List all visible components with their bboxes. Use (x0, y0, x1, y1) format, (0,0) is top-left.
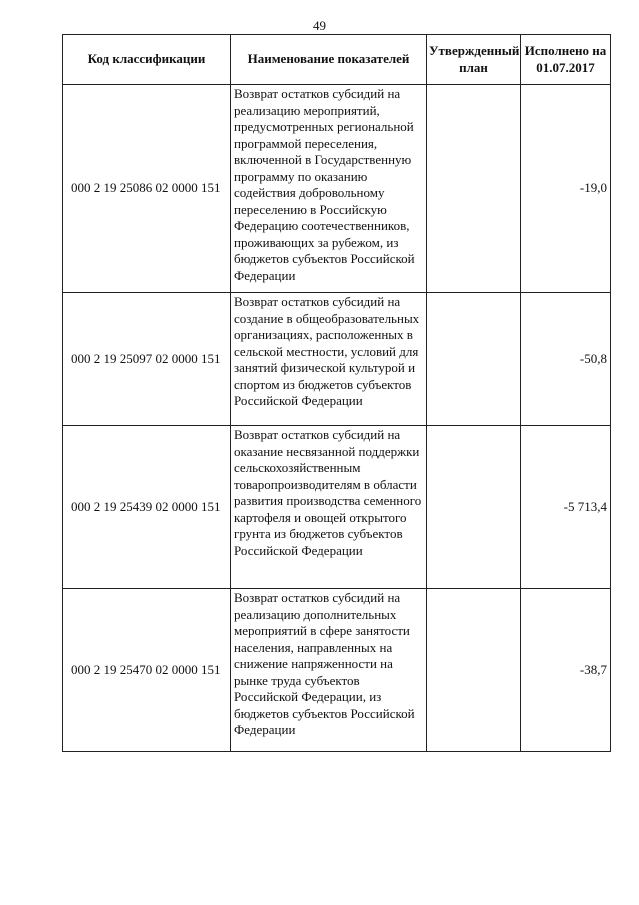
row-name: Возврат остатков субсидий на реализацию дополнительных мероприятий в сфере занятости населения, направленных на снижение напряженности на рынке труда субъектов Российской Федерации, из бюджетов субъектов Российской Федерации (231, 589, 427, 752)
row-name: Возврат остатков субсидий на реализацию мероприятий, предусмотренных региональной программой переселения, включенной в Государственную программу по оказанию содействия добровольному переселению в Российскую Федерацию соотечественников, проживающих за рубежом, из бюджетов субъектов Российской Федерации (231, 85, 427, 293)
table-row (63, 589, 611, 752)
header-code: Код классификации (63, 35, 231, 85)
header-row (63, 35, 611, 85)
row-plan (427, 293, 521, 426)
row-plan (427, 426, 521, 589)
row-code: 000 2 19 25086 02 0000 151 (63, 85, 231, 293)
row-code: 000 2 19 25470 02 0000 151 (63, 589, 231, 752)
row-name: Возврат остатков субсидий на оказание несвязанной поддержки сельскохозяйственным товаропроизводителям в области развития производства семенного картофеля и овощей открытого грунта из бюджетов субъектов Российской Федерации (231, 426, 427, 589)
row-executed: -38,7 (521, 589, 611, 752)
table-header (63, 35, 611, 85)
table-row (63, 85, 611, 293)
row-executed: -5 713,4 (521, 426, 611, 589)
table-row (63, 293, 611, 426)
header-executed: Исполнено на 01.07.2017 (521, 35, 611, 85)
row-plan (427, 589, 521, 752)
page-number: 49 (313, 18, 326, 33)
row-code: 000 2 19 25097 02 0000 151 (63, 293, 231, 426)
table-row (63, 426, 611, 589)
row-name: Возврат остатков субсидий на создание в общеобразовательных организациях, расположенных в сельской местности, условий для занятий физической культурой и спортом из бюджетов субъектов Российской Федерации (231, 293, 427, 426)
row-executed: -50,8 (521, 293, 611, 426)
row-executed: -19,0 (521, 85, 611, 293)
header-plan: Утвержденный план (427, 35, 521, 85)
table-body (63, 85, 611, 752)
header-name: Наименование показателей (231, 35, 427, 85)
budget-table (62, 34, 611, 752)
row-plan (427, 85, 521, 293)
row-code: 000 2 19 25439 02 0000 151 (63, 426, 231, 589)
